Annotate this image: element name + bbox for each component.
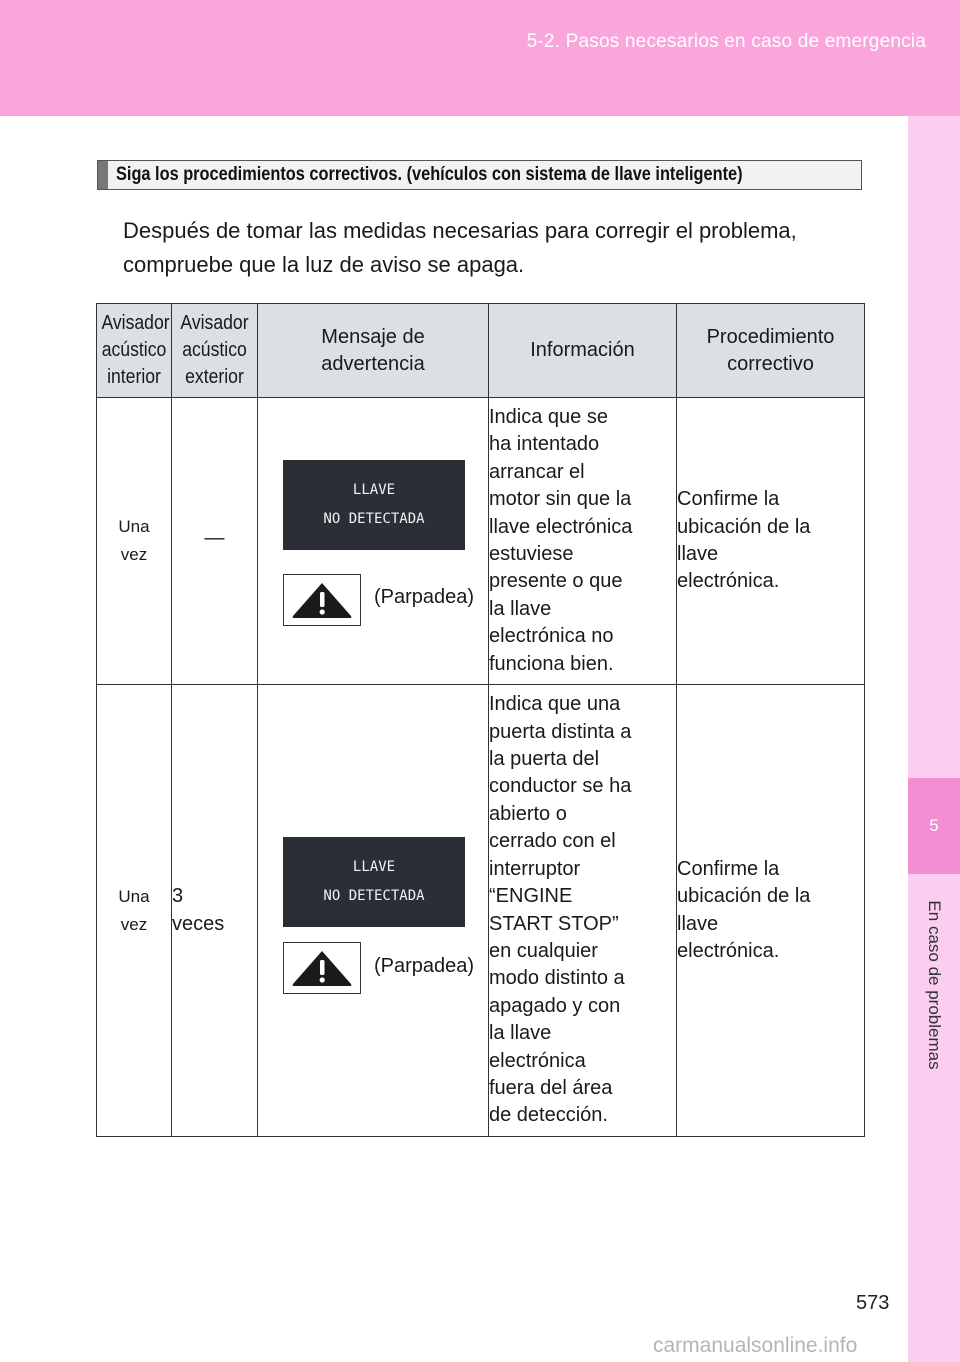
warning-triangle-icon <box>283 574 361 626</box>
lcd-display: LLAVE NO DETECTADA <box>283 460 465 550</box>
lcd-display: LLAVE NO DETECTADA <box>283 837 465 927</box>
header-warning-message: Mensaje de advertencia <box>258 304 489 398</box>
warning-table <box>96 303 865 1137</box>
blink-label: (Parpadea) <box>374 955 475 977</box>
row2-interior-buzzer: Una vez <box>97 685 172 1137</box>
page-number: 573 <box>856 1292 890 1314</box>
intro-paragraph <box>123 214 868 282</box>
chapter-label: En caso de problemas <box>925 900 944 1070</box>
chapter-tab <box>908 116 960 1362</box>
header-section-title: 5-2. Pasos necesarios en caso de emergencia <box>526 31 926 52</box>
table-header-row <box>97 304 865 398</box>
section-title <box>97 160 862 190</box>
header-interior-buzzer: Avisador acústico interior <box>97 304 172 398</box>
header-corrective-procedure: Procedimiento correctivo <box>677 304 865 398</box>
table-row <box>97 685 865 1137</box>
intro-line: Después de tomar las medidas necesarias para corregir el problema, <box>123 218 797 243</box>
header-information: Información <box>489 304 677 398</box>
header-exterior-buzzer: Avisador acústico exterior <box>172 304 258 398</box>
header-band <box>0 0 960 116</box>
intro-line: compruebe que la luz de aviso se apaga. <box>123 252 525 277</box>
row1-information: Indica que se ha intentado arrancar el motor sin que la llave electrónica estuviese presente o que la llave electrónica no funciona bien. <box>489 398 677 685</box>
section-title-text: Siga los procedimientos correctivos. (vehículos con sistema de llave inteligente) <box>116 164 743 185</box>
table-row <box>97 398 865 685</box>
watermark-text: carmanualsonline.info <box>653 1334 858 1357</box>
row1-corrective-procedure: Confirme la ubicación de la llave electrónica. <box>677 398 865 685</box>
row2-information: Indica que una puerta distinta a la puerta del conductor se ha abierto o cerrado con el interruptor “ENGINE START STOP” en cualquier modo distinto a apagado y con la llave electrónica fuera del área de detección. <box>489 685 677 1137</box>
warning-triangle-icon <box>283 942 361 994</box>
row2-warning-message <box>258 685 489 1137</box>
section-title-bar <box>98 161 108 189</box>
row1-warning-message <box>258 398 489 685</box>
row2-corrective-procedure: Confirme la ubicación de la llave electrónica. <box>677 685 865 1137</box>
row1-exterior-buzzer: — <box>172 398 258 685</box>
blink-label: (Parpadea) <box>374 586 475 608</box>
chapter-number: 5 <box>908 778 960 874</box>
row1-interior-buzzer: Una vez <box>97 398 172 685</box>
row2-exterior-buzzer: 3 veces <box>172 685 258 1137</box>
